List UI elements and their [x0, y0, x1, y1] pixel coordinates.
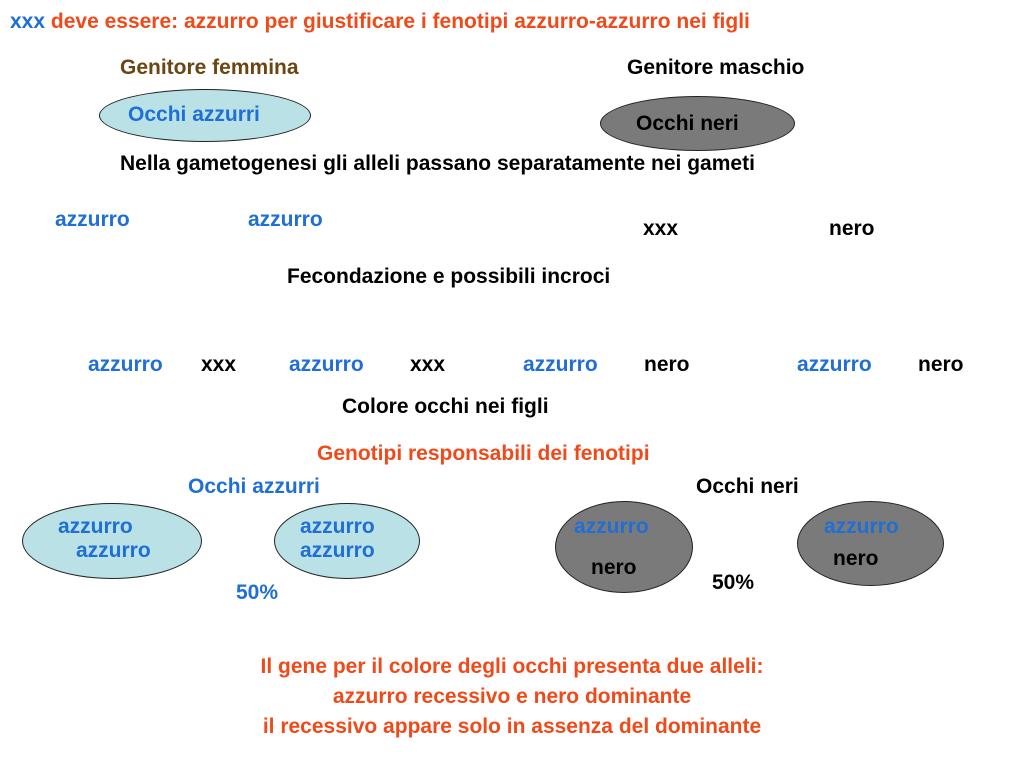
- cross-3-allele-1: azzurro: [523, 353, 598, 376]
- cross-2-allele-2: xxx: [410, 353, 446, 376]
- cross-1-allele-2: xxx: [201, 353, 237, 376]
- header-title: [10, 10, 750, 34]
- offspring-dark-ellipse-2: [797, 501, 944, 586]
- offspring-blue-2-allele-1: azzurro: [300, 515, 375, 538]
- male-phenotype-label: Occhi neri: [636, 112, 739, 135]
- male-gamete-1: xxx: [643, 217, 679, 240]
- offspring-dark-2-allele-1: azzurro: [824, 515, 899, 538]
- conclusion: [0, 652, 1024, 742]
- genotipi-text: Genotipi responsabili dei fenotipi: [317, 442, 650, 465]
- conclusion-line-2: azzurro recessivo e nero dominante: [332, 685, 692, 708]
- dark-percent: 50%: [712, 571, 755, 594]
- conclusion-line-1: Il gene per il colore degli occhi presenta due alleli:: [260, 655, 764, 678]
- female-gamete-1: azzurro: [55, 208, 130, 231]
- male-parent-label: Genitore maschio: [627, 56, 805, 79]
- female-phenotype-label: Occhi azzurri: [128, 103, 260, 126]
- female-gamete-2: azzurro: [248, 208, 323, 231]
- conclusion-line-3: il recessivo appare solo in assenza del dominante: [262, 715, 762, 738]
- cross-2-allele-1: azzurro: [289, 353, 364, 376]
- header-rest: deve essere: azzurro per giustificare i fenotipi azzurro-azzurro nei figli: [50, 10, 750, 33]
- offspring-dark-2-allele-2: nero: [833, 547, 879, 570]
- cross-4-allele-1: azzurro: [797, 353, 872, 376]
- colore-text: Colore occhi nei figli: [342, 395, 549, 418]
- offspring-blue-label: Occhi azzurri: [188, 475, 320, 498]
- offspring-blue-2-allele-2: azzurro: [300, 539, 375, 562]
- offspring-blue-1-allele-1: azzurro: [58, 515, 133, 538]
- header-xxx: xxx: [10, 10, 46, 33]
- cross-3-allele-2: nero: [644, 353, 690, 376]
- female-parent-label: Genitore femmina: [120, 56, 299, 79]
- offspring-blue-1-allele-2: azzurro: [76, 539, 151, 562]
- offspring-dark-label: Occhi neri: [696, 475, 799, 498]
- male-gamete-2: nero: [829, 217, 875, 240]
- cross-1-allele-1: azzurro: [88, 353, 163, 376]
- blue-percent: 50%: [236, 581, 279, 604]
- fecondazione-text: Fecondazione e possibili incroci: [287, 265, 611, 288]
- cross-4-allele-2: nero: [918, 353, 964, 376]
- offspring-dark-1-allele-2: nero: [591, 556, 637, 579]
- gametogenesis-text: Nella gametogenesi gli alleli passano separatamente nei gameti: [120, 152, 755, 175]
- offspring-dark-1-allele-1: azzurro: [574, 515, 649, 538]
